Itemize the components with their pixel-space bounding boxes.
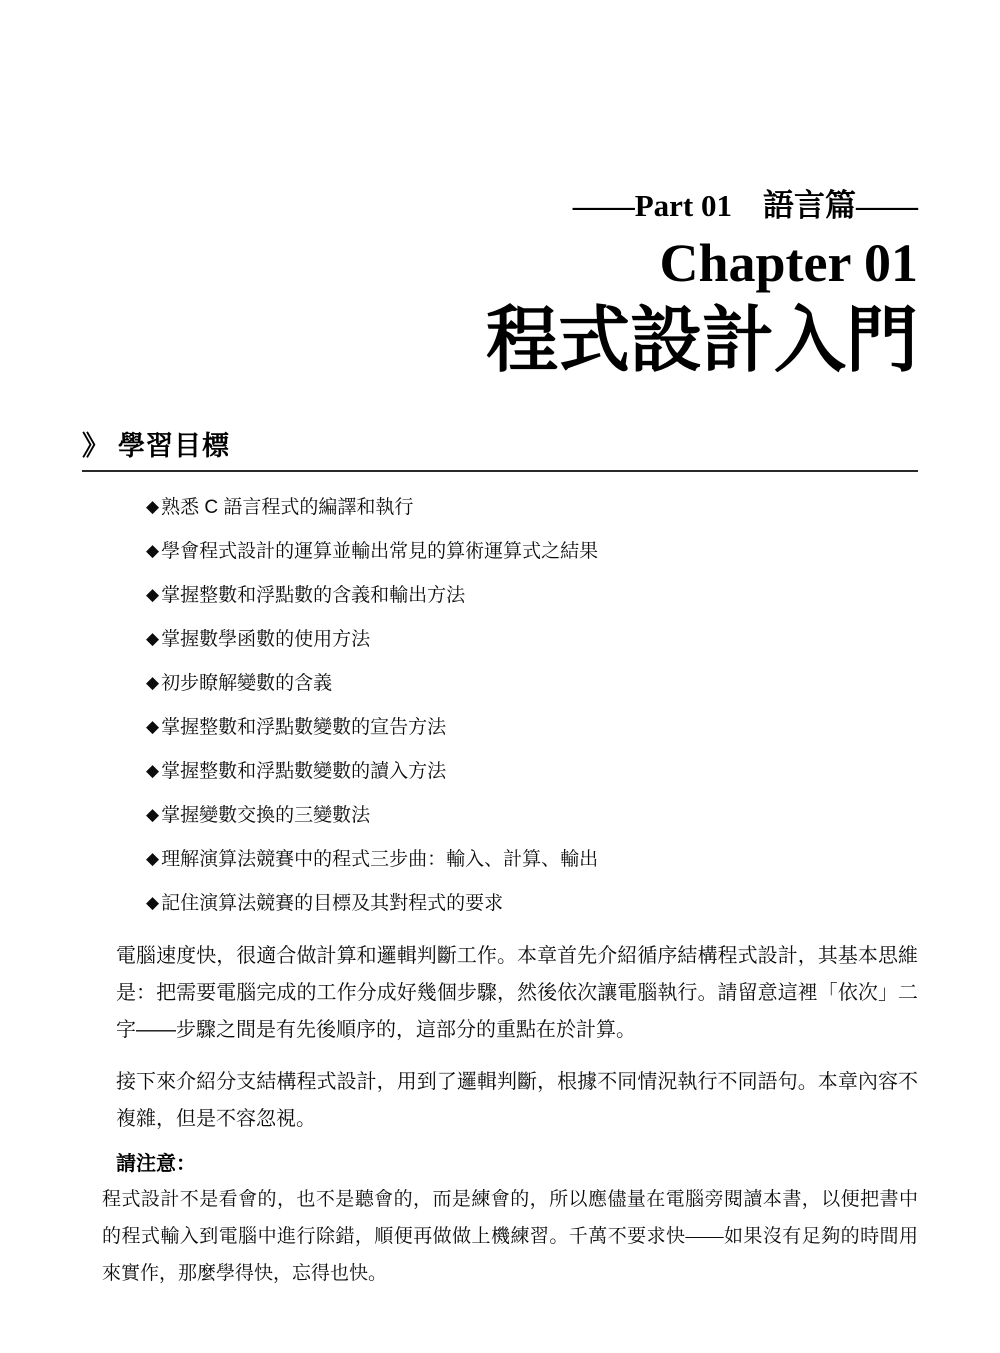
objective-text: 掌握整數和浮點數的含義和輸出方法 bbox=[161, 585, 466, 606]
diamond-bullet-icon: ◆ bbox=[146, 849, 160, 868]
objective-item bbox=[146, 669, 918, 698]
part-label: ——Part 01 語言篇—— bbox=[572, 188, 918, 223]
objective-item bbox=[146, 801, 918, 830]
diamond-bullet-icon: ◆ bbox=[146, 541, 160, 560]
note-text: 程式設計不是看會的，也不是聽會的，而是練會的，所以應儘量在電腦旁閱讀本書，以便把書中的程式輸入到電腦中進行除錯，順便再做做上機練習。千萬不要求快——如果沒有足夠的時間用來實作，那麼學得快，忘得也快。 bbox=[102, 1189, 918, 1284]
objective-item bbox=[146, 889, 918, 918]
objectives-heading-label: 學習目標 bbox=[118, 431, 230, 461]
diamond-bullet-icon: ◆ bbox=[146, 805, 160, 824]
objective-item bbox=[146, 845, 918, 874]
objective-item bbox=[146, 713, 918, 742]
diamond-bullet-icon: ◆ bbox=[146, 761, 160, 780]
diamond-bullet-icon: ◆ bbox=[146, 893, 160, 912]
objective-text: 學會程式設計的運算並輸出常見的算術運算式之結果 bbox=[161, 541, 599, 562]
objective-item bbox=[146, 581, 918, 610]
diamond-bullet-icon: ◆ bbox=[146, 585, 160, 604]
objective-text: 掌握數學函數的使用方法 bbox=[161, 629, 371, 650]
diamond-bullet-icon: ◆ bbox=[146, 629, 160, 648]
objectives-heading bbox=[82, 430, 918, 472]
objectives-list bbox=[82, 493, 918, 918]
objective-text: 掌握整數和浮點數變數的宣告方法 bbox=[161, 717, 447, 738]
objective-item bbox=[146, 625, 918, 654]
chapter-header bbox=[82, 186, 918, 386]
angle-quote-icon: 》 bbox=[82, 431, 110, 461]
objective-text: 初步瞭解變數的含義 bbox=[161, 673, 333, 694]
objective-text: 理解演算法競賽中的程式三步曲：輸入、計算、輸出 bbox=[161, 849, 599, 870]
chapter-title: 程式設計入門 bbox=[485, 301, 918, 381]
objective-text: 掌握整數和浮點數變數的讀入方法 bbox=[161, 761, 447, 782]
objective-text: 掌握變數交換的三變數法 bbox=[161, 805, 371, 826]
diamond-bullet-icon: ◆ bbox=[146, 673, 160, 692]
objective-text: 記住演算法競賽的目標及其對程式的要求 bbox=[161, 893, 504, 914]
objective-text: 熟悉 C 語言程式的編譯和執行 bbox=[161, 497, 414, 518]
chapter-number: Chapter 01 bbox=[659, 233, 918, 293]
objective-item bbox=[146, 537, 918, 566]
diamond-bullet-icon: ◆ bbox=[146, 497, 160, 516]
note-label: 請注意： bbox=[116, 1153, 196, 1175]
diamond-bullet-icon: ◆ bbox=[146, 717, 160, 736]
objective-item bbox=[146, 493, 918, 522]
intro-paragraph-branch: 接下來介紹分支結構程式設計，用到了邏輯判斷，根據不同情況執行不同語句。本章內容不複雜，但是不容忽視。 bbox=[116, 1071, 918, 1130]
objective-item bbox=[146, 757, 918, 786]
intro-paragraph-sequence: 電腦速度快，很適合做計算和邏輯判斷工作。本章首先介紹循序結構程式設計，其基本思維是：把需要電腦完成的工作分成好幾個步驟，然後依次讓電腦執行。請留意這裡「依次」二字——步驟之間是有先後順序的，這部分的重點在於計算。 bbox=[116, 945, 918, 1041]
